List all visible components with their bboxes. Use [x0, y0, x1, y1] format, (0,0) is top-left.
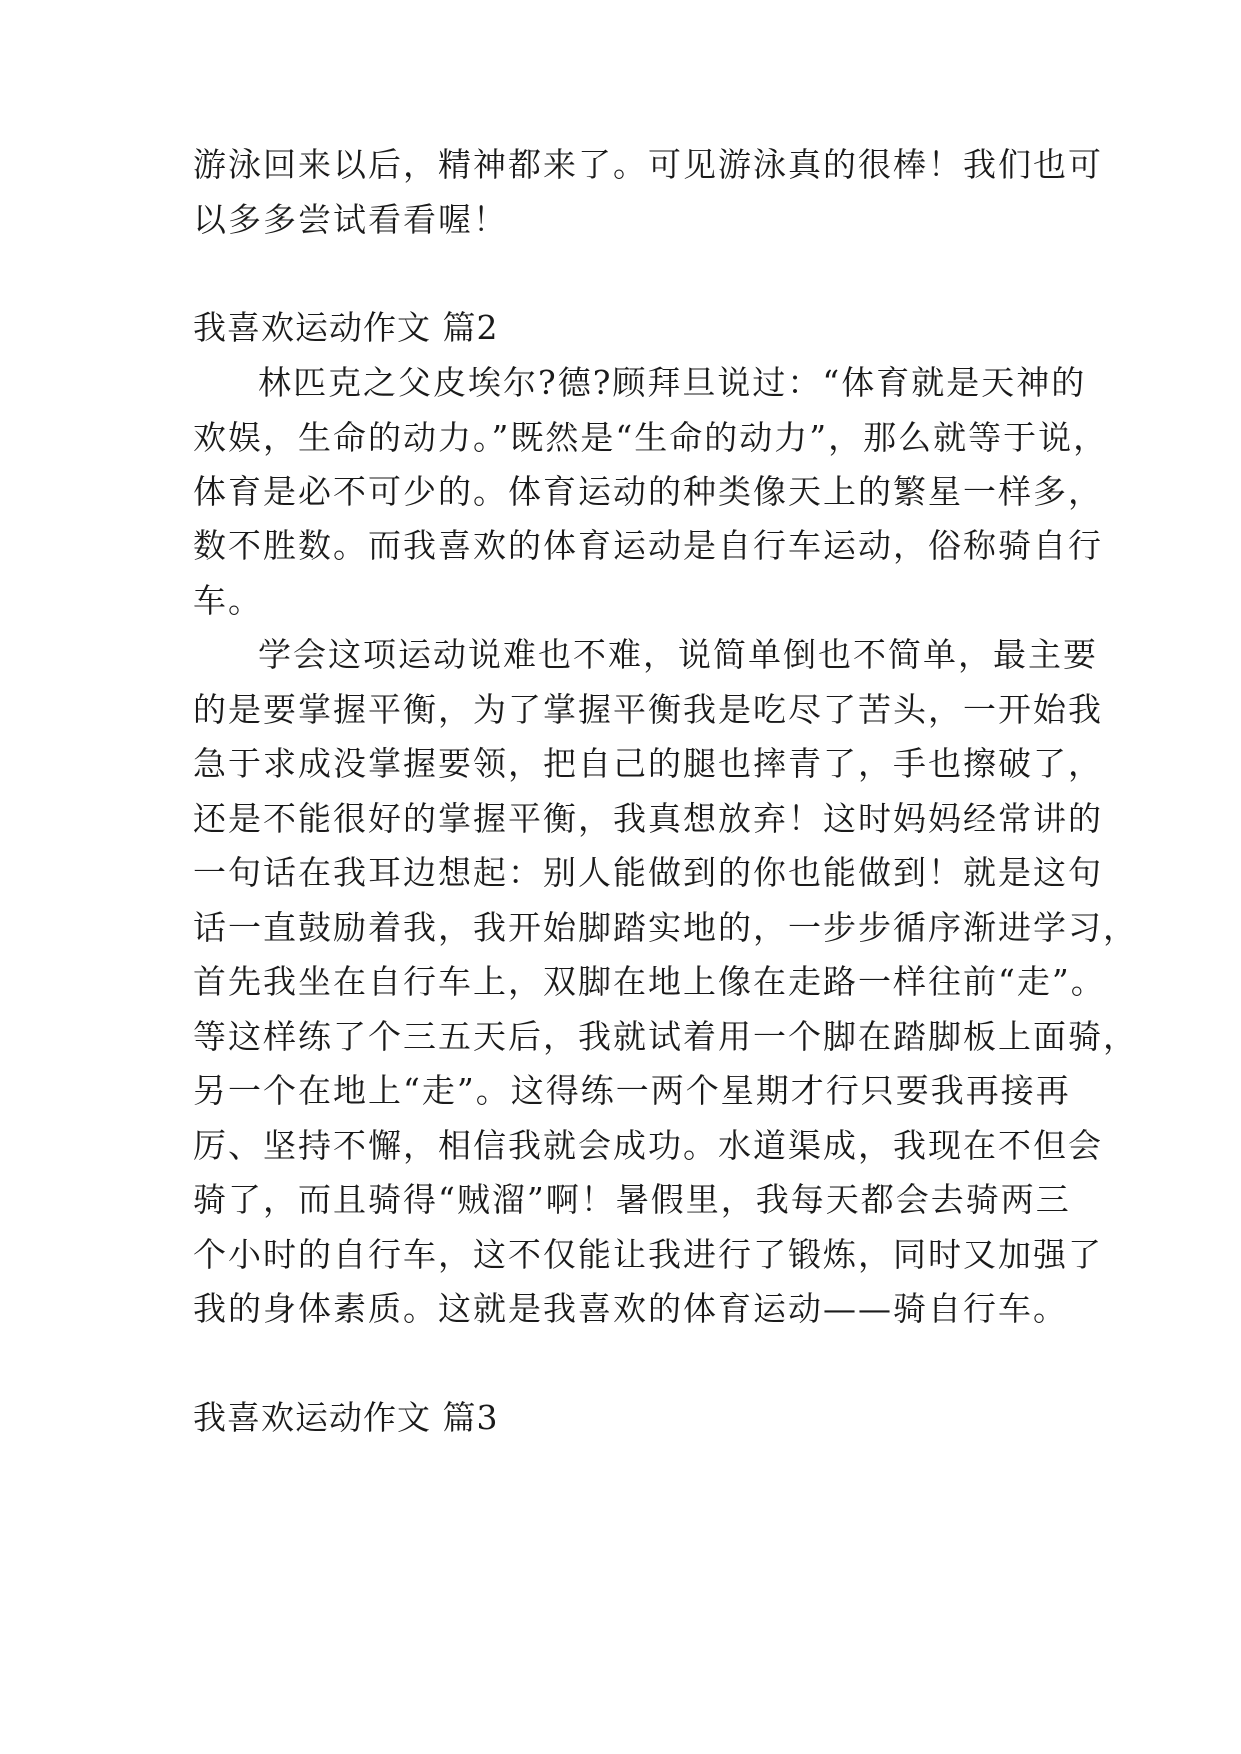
paragraph-line: 的是要掌握平衡，为了掌握平衡我是吃尽了苦头，一开始我: [193, 690, 1103, 729]
paragraph-line: 数不胜数。而我喜欢的体育运动是自行车运动，俗称骑自行: [193, 526, 1103, 565]
paragraph-line: 厉、坚持不懈，相信我就会成功。水道渠成，我现在不但会: [193, 1126, 1103, 1165]
paragraph-line: 还是不能很好的掌握平衡，我真想放弃！这时妈妈经常讲的: [193, 799, 1103, 838]
intro-line: 以多多尝试看看喔！: [193, 200, 508, 239]
intro-line: 游泳回来以后，精神都来了。可见游泳真的很棒！我们也可: [193, 145, 1103, 184]
paragraph-line: 林匹克之父皮埃尔?德?顾拜旦说过：“体育就是天神的: [258, 363, 1087, 402]
paragraph-line: 话一直鼓励着我，我开始脚踏实地的，一步步循序渐进学习，: [193, 908, 1138, 947]
section-heading: 我喜欢运动作文 篇3: [193, 1398, 499, 1437]
paragraph-line: 学会这项运动说难也不难，说简单倒也不简单，最主要: [258, 635, 1098, 674]
paragraph-line: 骑了，而且骑得“贼溜”啊！暑假里，我每天都会去骑两三: [193, 1180, 1071, 1219]
paragraph-line: 车。: [193, 581, 263, 620]
paragraph-line: 体育是必不可少的。体育运动的种类像天上的繁星一样多，: [193, 472, 1103, 511]
paragraph-line: 等这样练了个三五天后，我就试着用一个脚在踏脚板上面骑，: [193, 1017, 1138, 1056]
paragraph-line: 另一个在地上“走”。这得练一两个星期才行只要我再接再: [193, 1071, 1071, 1110]
paragraph-line: 个小时的自行车，这不仅能让我进行了锻炼，同时又加强了: [193, 1235, 1103, 1274]
paragraph-line: 我的身体素质。这就是我喜欢的体育运动——骑自行车。: [193, 1289, 1068, 1328]
section-heading: 我喜欢运动作文 篇2: [193, 308, 499, 347]
paragraph-line: 一句话在我耳边想起：别人能做到的你也能做到！就是这句: [193, 853, 1103, 892]
paragraph-line: 欢娱，生命的动力。”既然是“生命的动力”，那么就等于说，: [193, 418, 1109, 457]
paragraph-line: 急于求成没掌握要领，把自己的腿也摔青了，手也擦破了，: [193, 744, 1103, 783]
paragraph-line: 首先我坐在自行车上，双脚在地上像在走路一样往前“走”。: [193, 962, 1106, 1001]
